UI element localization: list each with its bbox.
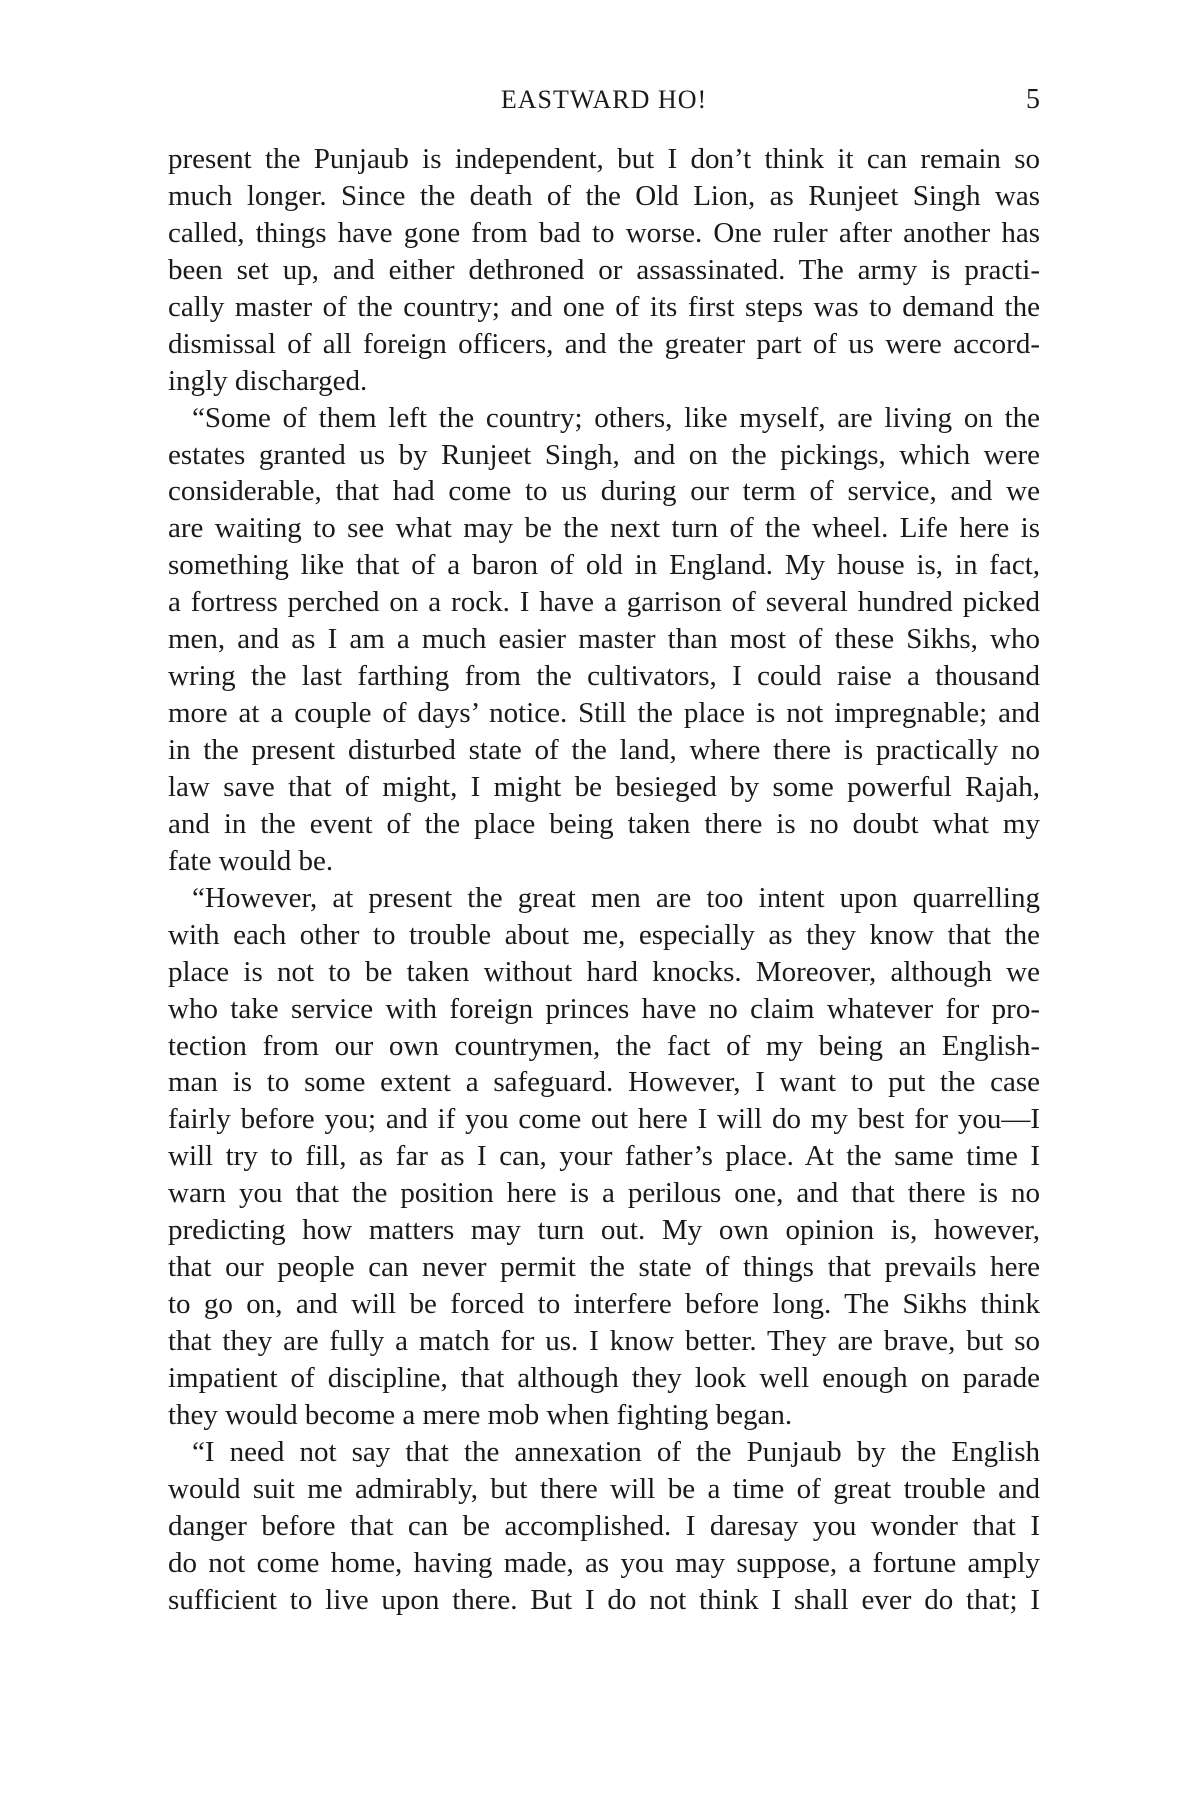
text-line: called, things have gone from bad to worse. One ruler after another has (168, 216, 1040, 249)
text-line: warn you that the position here is a perilous one, and that there is no (168, 1177, 1040, 1210)
body-text (168, 141, 1040, 1619)
text-line: place is not to be taken without hard knocks. Moreover, although we (168, 955, 1040, 988)
text-line: to go on, and will be forced to interfere before long. The Sikhs think (168, 1288, 1040, 1321)
text-line: wring the last farthing from the cultivators, I could raise a thousand (168, 660, 1040, 693)
text-line: a fortress perched on a rock. I have a garrison of several hundred picked (168, 586, 1040, 619)
text-line: man is to some extent a safeguard. However, I want to put the case (168, 1066, 1040, 1099)
text-line: sufficient to live upon there. But I do not think I shall ever do that; I (168, 1583, 1040, 1616)
text-line: fairly before you; and if you come out here I will do my best for you—I (168, 1103, 1040, 1136)
text-line: something like that of a baron of old in England. My house is, in fact, (168, 549, 1040, 582)
text-line: dismissal of all foreign officers, and the greater part of us were accord- (168, 327, 1040, 360)
text-line: “Some of them left the country; others, like myself, are living on the (192, 401, 1040, 434)
text-line: fate would be. (168, 844, 334, 877)
text-line: more at a couple of days’ notice. Still the place is not impregnable; and (168, 697, 1040, 730)
text-line: been set up, and either dethroned or assassinated. The army is practi- (168, 253, 1040, 286)
text-line: and in the event of the place being taken there is no doubt what my (168, 807, 1040, 840)
text-line: predicting how matters may turn out. My own opinion is, however, (168, 1214, 1040, 1247)
text-line: do not come home, having made, as you may suppose, a fortune amply (168, 1546, 1040, 1579)
text-line: will try to fill, as far as I can, your father’s place. At the same time I (168, 1140, 1040, 1173)
text-line: cally master of the country; and one of its first steps was to demand the (168, 290, 1040, 323)
text-line: are waiting to see what may be the next turn of the wheel. Life here is (168, 512, 1040, 545)
text-line: tection from our own countrymen, the fact of my being an English- (168, 1029, 1040, 1062)
text-line: that they are fully a match for us. I know better. They are brave, but so (168, 1325, 1040, 1357)
text-line: much longer. Since the death of the Old Lion, as Runjeet Singh was (168, 179, 1040, 212)
text-line: they would become a mere mob when fighting began. (168, 1398, 793, 1431)
text-line: that our people can never permit the state of things that prevails here (168, 1251, 1040, 1284)
text-line: would suit me admirably, but there will be a time of great trouble and (168, 1472, 1040, 1505)
text-line: impatient of discipline, that although they look well enough on parade (168, 1361, 1040, 1394)
text-line: with each other to trouble about me, especially as they know that the (168, 918, 1040, 951)
text-line: men, and as I am a much easier master than most of these Sikhs, who (168, 623, 1040, 656)
text-line: who take service with foreign princes have no claim whatever for pro- (168, 992, 1040, 1025)
page-number: 5 (1026, 84, 1040, 115)
running-head (168, 82, 1040, 122)
text-line: “However, at present the great men are too intent upon quarrelling (192, 881, 1040, 914)
text-line: in the present disturbed state of the land, where there is practically no (168, 734, 1040, 766)
running-title: EASTWARD HO! (500, 85, 708, 114)
text-line: considerable, that had come to us during our term of service, and we (168, 475, 1040, 508)
text-line: estates granted us by Runjeet Singh, and on the pickings, which were (168, 438, 1040, 471)
text-line: danger before that can be accomplished. I daresay you wonder that I (168, 1509, 1040, 1542)
text-line: ingly discharged. (168, 364, 368, 397)
text-line: “I need not say that the annexation of the Punjaub by the English (192, 1435, 1040, 1468)
text-line: law save that of might, I might be besieged by some powerful Rajah, (168, 770, 1040, 803)
text-line: present the Punjaub is independent, but I don’t think it can remain so (168, 143, 1040, 175)
